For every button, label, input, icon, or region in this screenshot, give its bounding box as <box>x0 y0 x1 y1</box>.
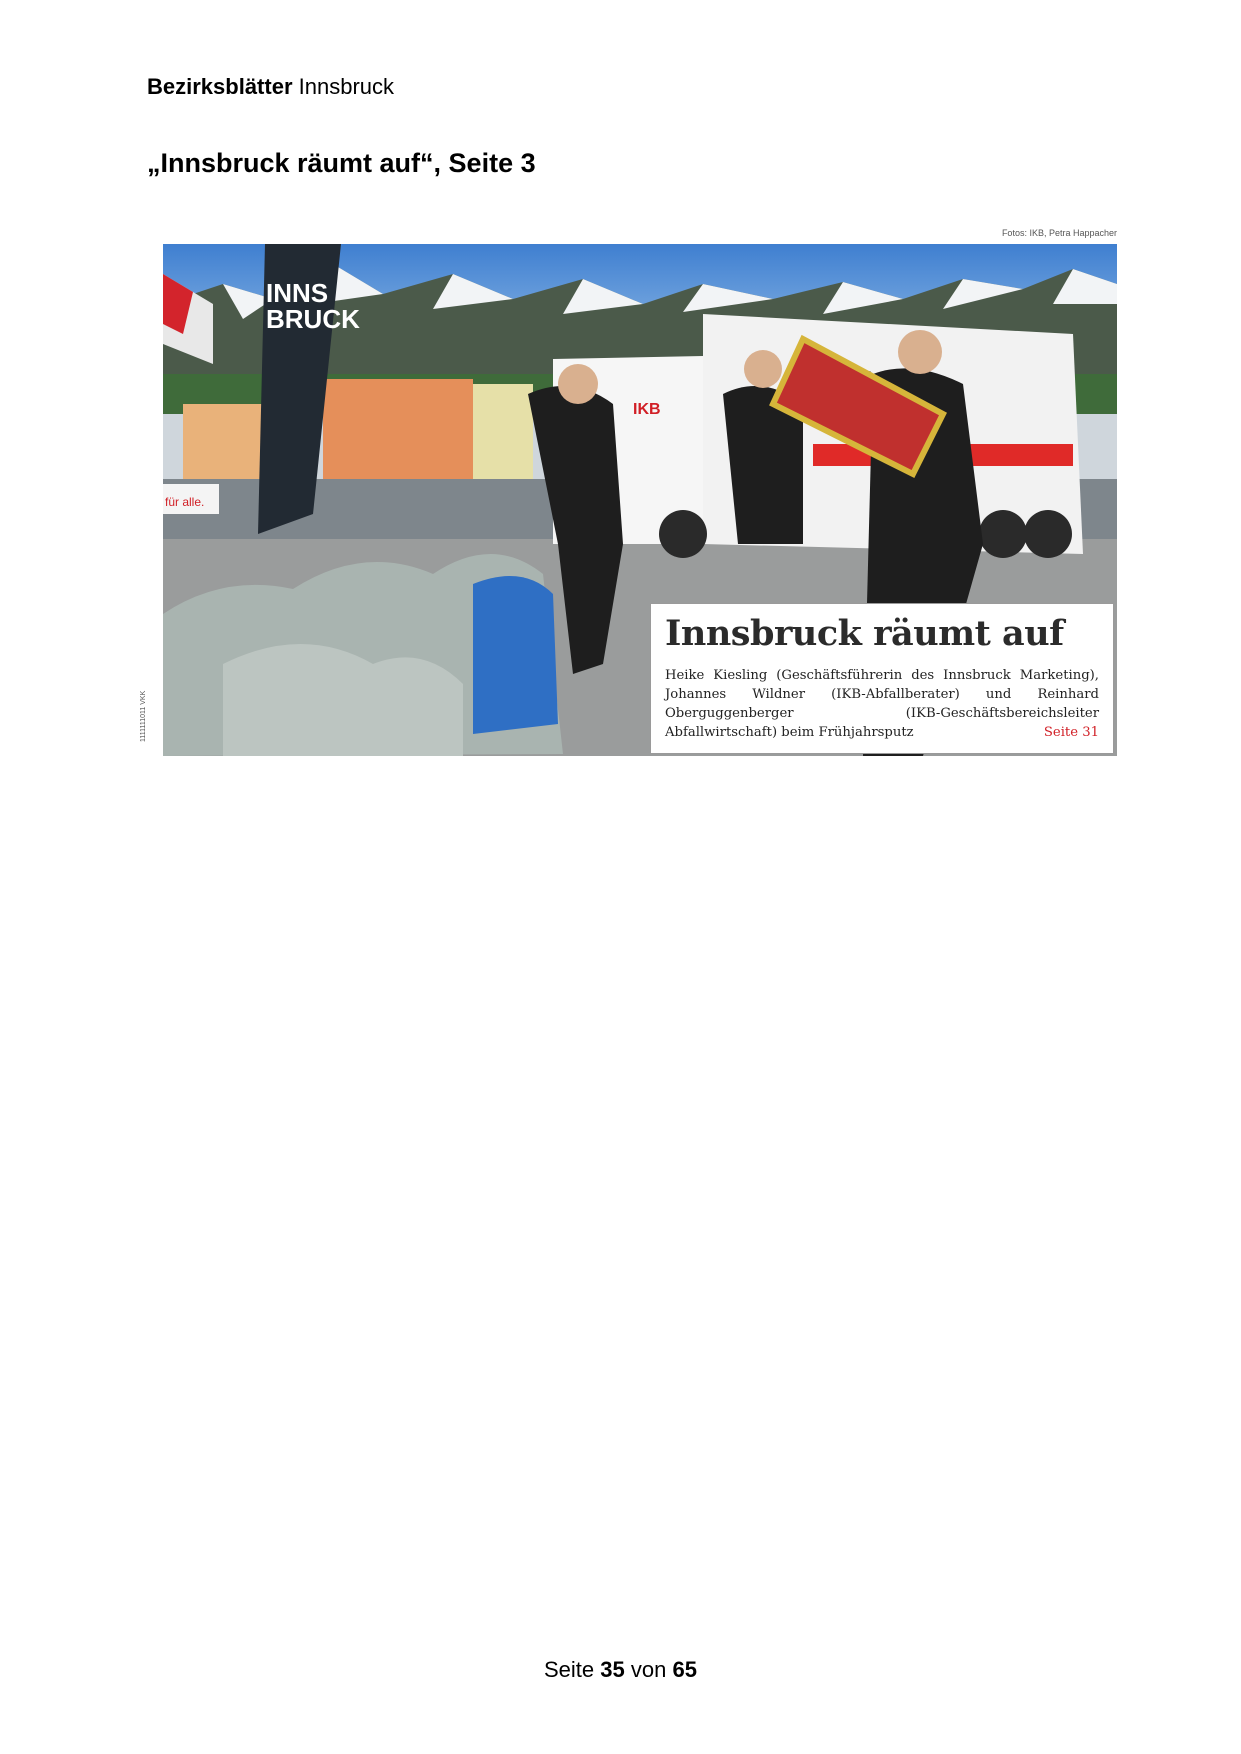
photo-credit: Fotos: IKB, Petra Happacher <box>1001 228 1117 238</box>
caption-headline: Innsbruck räumt auf <box>665 613 1064 654</box>
caption-body <box>665 666 1099 742</box>
caption-page-ref: Seite 31 <box>1043 725 1099 740</box>
wall-banner-text: für alle. <box>165 495 205 509</box>
footer-total-pages: 65 <box>672 1657 697 1682</box>
photo-caption <box>650 603 1114 754</box>
blue-bags <box>473 576 558 734</box>
banner-flag-text-1: INNS <box>266 278 329 308</box>
truck-cab-logo: IKB <box>633 401 661 418</box>
caption-text: Heike Kiesling (Geschäftsführerin des Innsbruck Marketing), Johannes Wildner (IKB-Abfallberater) und Reinhard Oberguggenberger (IKB-Geschäftsbereichsleiter Abfallwirtschaft) beim Frühjahrsputz <box>665 668 1099 740</box>
page-footer <box>0 1657 1241 1683</box>
publication-location: Innsbruck <box>298 74 395 99</box>
publication-header <box>147 74 394 100</box>
truck-wheel <box>659 510 707 558</box>
side-note: 1111111011 VKK <box>140 690 147 742</box>
footer-current-page: 35 <box>600 1657 625 1682</box>
footer-separator: von <box>630 1657 667 1682</box>
colorful-houses <box>323 379 473 479</box>
banner-flag-text-2: BRUCK <box>266 304 360 334</box>
article-title: „Innsbruck räumt auf“, Seite 3 <box>147 148 536 178</box>
newspaper-clipping <box>163 244 1117 756</box>
footer-prefix: Seite <box>544 1657 595 1682</box>
publication-name: Bezirksblätter <box>147 74 293 99</box>
